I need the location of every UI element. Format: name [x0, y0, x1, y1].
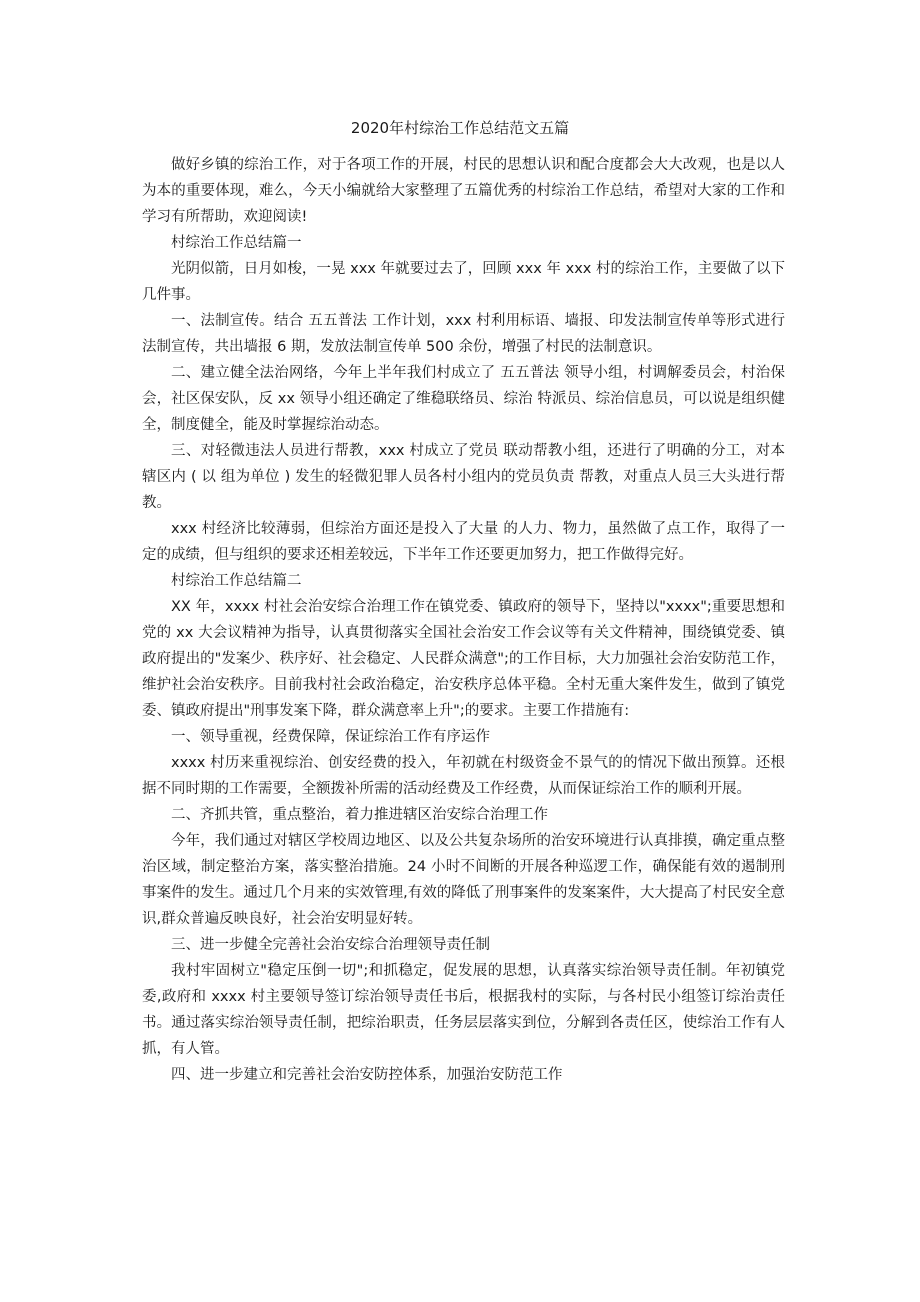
document-body — [142, 152, 785, 1088]
section-heading: 村综治工作总结篇二 — [171, 573, 302, 589]
subsection-heading: 二、齐抓共管，重点整治，着力推进辖区治安综合治理工作 — [171, 807, 548, 823]
document-title: 2020年村综治工作总结范文五篇 — [350, 119, 570, 137]
subsection-heading: 四、进一步建立和完善社会治安防控体系，加强治安防范工作 — [171, 1067, 563, 1083]
paragraph: XX 年，xxxx 村社会治安综合治理工作在镇党委、镇政府的领导下，坚持以"xxxx";重要思想和党的 xx 大会议精神为指导，认真贯彻落实全国社会治安工作会议等有关文件精神，围绕镇党委、镇政府提出的"发案少、秩序好、社会稳定、人民群众满意";的工作目标，大力加强社会治安防范工作，维护社会治安秩序。目前我村社会政治稳定，治安秩序总体平稳。全村无重大案件发生，做到了镇党委、镇政府提出"刑事发案下降，群众满意率上升";的要求。主要工作措施有: — [142, 599, 785, 719]
section-heading: 村综治工作总结篇一 — [171, 235, 302, 251]
paragraph: 今年，我们通过对辖区学校周边地区、以及公共复杂场所的治安环境进行认真排摸，确定重点整治区域，制定整治方案，落实整治措施。24 小时不间断的开展各种巡逻工作，确保能有效的遏制刑事案件的发生。通过几个月来的实效管理,有效的降低了刑事案件的发案案件，大大提高了村民安全意识,群众普遍反映良好，社会治安明显好转。 — [142, 833, 785, 927]
paragraph: 做好乡镇的综治工作，对于各项工作的开展，村民的思想认识和配合度都会大大改观，也是以人为本的重要体现，难么，今天小编就给大家整理了五篇优秀的村综治工作总结，希望对大家的工作和学习有所帮助，欢迎阅读! — [142, 157, 785, 225]
subsection-heading: 一、领导重视，经费保障，保证综治工作有序运作 — [171, 729, 490, 745]
paragraph: 三、对轻微违法人员进行帮教，xxx 村成立了党员 联动帮教小组，还进行了明确的分工，对本辖区内 ( 以 组为单位 ) 发生的轻微犯罪人员各村小组内的党员负责 帮教，对重点人员三大头进行帮教。 — [142, 443, 785, 511]
paragraph: 二、建立健全法治网络，今年上半年我们村成立了 五五普法 领导小组，村调解委员会，村治保会，社区保安队，反 xx 领导小组还确定了维稳联络员、综治 特派员、综治信息员，可以说是组织健全，制度健全，能及时掌握综治动态。 — [142, 365, 785, 433]
paragraph: 光阴似箭，日月如梭，一晃 xxx 年就要过去了，回顾 xxx 年 xxx 村的综治工作，主要做了以下几件事。 — [142, 261, 785, 303]
paragraph: 我村牢固树立"稳定压倒一切";和抓稳定，促发展的思想，认真落实综治领导责任制。年初镇党委,政府和 xxxx 村主要领导签订综治领导责任书后，根据我村的实际，与各村民小组签订综治责任书。通过落实综治领导责任制，把综治职责，任务层层落实到位，分解到各责任区，使综治工作有人抓，有人管。 — [142, 963, 785, 1057]
paragraph: 一、法制宣传。结合 五五普法 工作计划，xxx 村利用标语、墙报、印发法制宣传单等形式进行法制宣传，共出墙报 6 期，发放法制宣传单 500 余份，增强了村民的法制意识。 — [142, 313, 785, 355]
paragraph: xxx 村经济比较薄弱，但综治方面还是投入了大量 的人力、物力，虽然做了点工作，取得了一定的成绩，但与组织的要求还相差较远，下半年工作还要更加努力，把工作做得完好。 — [142, 521, 785, 563]
paragraph: xxxx 村历来重视综治、创安经费的投入，年初就在村级资金不景气的的情况下做出预算。还根据不同时期的工作需要，全额拨补所需的活动经费及工作经费，从而保证综治工作的顺利开展。 — [142, 755, 785, 797]
subsection-heading: 三、进一步健全完善社会治安综合治理领导责任制 — [171, 937, 490, 953]
